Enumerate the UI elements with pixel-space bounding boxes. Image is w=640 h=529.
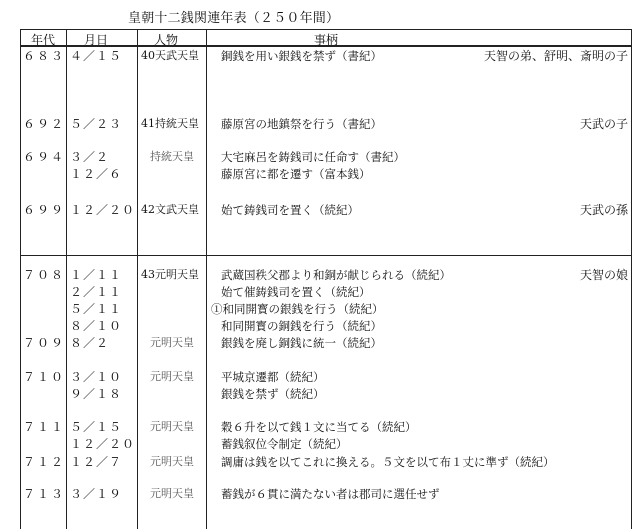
row-date: ８／２ [70, 336, 110, 350]
section-divider-rule [20, 255, 632, 256]
row-year: ７１３ [23, 487, 66, 501]
row-event: 蓄銭叙位令制定（続紀） [221, 437, 348, 451]
row-note: 天武の孫 [579, 203, 628, 217]
row-date: ３／１９ [70, 487, 123, 501]
table-top-rule [20, 29, 632, 30]
row-person: 42文武天皇 [141, 203, 199, 216]
row-event: 藤原宮に都を遷す（富本銭） [221, 167, 371, 181]
row-date: １２／７ [70, 455, 123, 469]
row-event: 大宅麻呂を鋳銭司に任命す（書紀） [221, 150, 405, 164]
row-date: ５／１５ [70, 420, 123, 434]
row-date: １２／２０ [70, 203, 136, 217]
header-event: 事柄 [314, 33, 339, 47]
row-person: 元明天皇 [150, 336, 194, 349]
row-year: ６８３ [23, 49, 66, 63]
header-year: 年代 [31, 33, 56, 47]
column-divider-date [137, 29, 138, 529]
row-date: ３／１０ [70, 370, 123, 384]
row-note: 天智の娘 [579, 268, 628, 282]
row-date: ８／１０ [70, 319, 123, 333]
row-year: ６９２ [23, 117, 66, 131]
row-event: ①和同開寳の銀銭を行う（続紀） [211, 302, 384, 316]
row-date: １／１１ [70, 268, 123, 282]
row-event: 銅銭を用い銀銭を禁ず（書紀） [221, 49, 382, 63]
row-year: ７１０ [23, 370, 66, 384]
row-event: 銀銭を禁ず（続紀） [221, 387, 325, 401]
row-event: 武蔵国秩父郡より和銅が献じられる（続紀） [221, 268, 451, 282]
row-note: 天智の弟、舒明、斎明の子 [483, 49, 628, 63]
row-event: 平城京遷都（続紀） [221, 370, 325, 384]
row-year: ７１２ [23, 455, 66, 469]
header-person: 人物 [154, 33, 179, 47]
row-date: １２／２０ [70, 437, 136, 451]
row-event: 藤原宮の地鎮祭を行う（書紀） [221, 117, 382, 131]
row-person: 元明天皇 [150, 455, 194, 468]
row-year: ６９４ [23, 150, 66, 164]
row-event: 穀６升を以て銭１文に当てる（続紀） [221, 420, 417, 434]
page-title: 皇朝十二銭関連年表（２５０年間） [128, 11, 340, 26]
right-border [631, 29, 632, 529]
row-date: １２／６ [70, 167, 123, 181]
row-date: ２／１１ [70, 285, 123, 299]
column-divider-person [206, 29, 207, 529]
row-event: 調庸は銭を以てこれに換える。５文を以て布１丈に準ず（続紀） [221, 455, 555, 469]
header-date: 月日 [84, 33, 109, 47]
row-note: 天武の子 [579, 117, 628, 131]
column-divider-year [66, 29, 67, 529]
row-date: ４／１５ [70, 49, 123, 63]
row-person: 41持統天皇 [141, 117, 199, 130]
row-person: 持統天皇 [150, 150, 194, 163]
row-person: 元明天皇 [150, 420, 194, 433]
row-year: ７０９ [23, 336, 66, 350]
row-event: 始て鋳銭司を置く（続紀） [221, 203, 359, 217]
row-date: ５／２３ [70, 117, 123, 131]
row-year: ７１１ [23, 420, 66, 434]
left-border [20, 29, 21, 529]
row-person: 元明天皇 [150, 487, 194, 500]
row-person: 元明天皇 [150, 370, 194, 383]
row-date: ３／２ [70, 150, 110, 164]
row-event: 銀銭を廃し銅銭に統一（続紀） [221, 336, 382, 350]
row-person: 43元明天皇 [141, 268, 199, 281]
row-year: ６９９ [23, 203, 66, 217]
row-event: 和同開寳の銅銭を行う（続紀） [221, 319, 382, 333]
row-event: 蓄銭が６貫に満たない者は郡司に選任せず [221, 487, 440, 501]
row-year: ７０８ [23, 268, 66, 282]
row-date: ５／１１ [70, 302, 123, 316]
row-event: 始て催鋳銭司を置く（続紀） [221, 285, 371, 299]
row-person: 40天武天皇 [141, 49, 199, 62]
row-date: ９／１８ [70, 387, 123, 401]
